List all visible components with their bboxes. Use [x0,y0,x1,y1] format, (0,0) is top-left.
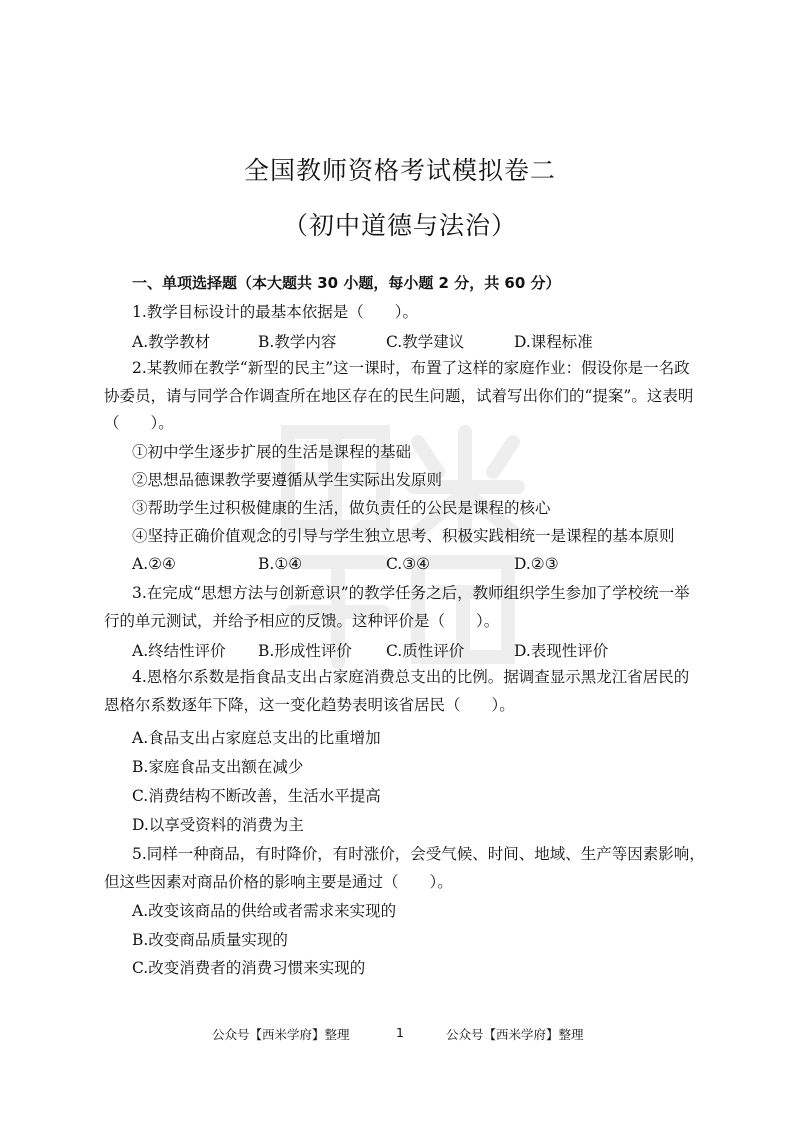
section-heading: 一、单项选择题（本大题共 30 小题，每小题 2 分，共 60 分） [132,274,561,292]
question-3-stem-line-1: 3.在完成“思想方法与创新意识”的教学任务之后，教师组织学生参加了学校统一举 [132,584,690,602]
question-2-option-a: A.②④ [132,555,176,573]
question-2-option-c: C.③④ [386,555,431,573]
question-4-stem-line-1: 4.恩格尔系数是指食品支出占家庭消费总支出的比例。据调查显示黑龙江省居民的 [132,668,690,686]
question-2-option-b: B.①④ [258,555,303,573]
question-3-option-b: B.形成性评价 [258,642,352,660]
question-2-option-d: D.②③ [514,555,559,573]
question-1-option-b: B.教学内容 [258,333,337,351]
question-3-option-a: A.终结性评价 [132,642,226,660]
question-1-stem: 1.教学目标设计的最基本依据是（ ）。 [132,303,419,321]
question-1-option-c: C.教学建议 [386,333,465,351]
question-2-statement-2: ②思想品德课教学要遵循从学生实际出发原则 [132,471,443,489]
question-2-stem-line-2: 协委员，请与同学合作调查所在地区存在的民生问题，试着写出你们的“提案”。这表明 [104,387,694,405]
question-4-option-a: A.食品支出占家庭总支出的比重增加 [132,729,381,747]
question-5-option-a: A.改变该商品的供给或者需求来实现的 [132,902,397,920]
question-5-stem-line-1: 5.同样一种商品，有时降价，有时涨价，会受气候、时间、地域、生产等因素影响， [132,845,705,863]
question-4-stem-line-2: 恩格尔系数逐年下降，这一变化趋势表明该省居民（ ）。 [104,696,515,714]
question-4-option-d: D.以享受资料的消费为主 [132,816,304,834]
question-2-statement-4: ④坚持正确价值观念的引导与学生独立思考、积极实践相统一是课程的基本原则 [132,527,675,545]
footer-right-note: 公众号【西米学府】整理 [446,1027,584,1042]
page-subtitle: （初中道德与法治） [282,211,517,240]
footer-page-number: 1 [396,1025,404,1040]
question-5-option-c: C.改变消费者的消费习惯来实现的 [132,959,366,977]
question-4-option-b: B.家庭食品支出额在减少 [132,758,304,776]
footer-left-note: 公众号【西米学府】整理 [212,1027,350,1042]
question-3-stem-line-2: 行的单元测试，并给予相应的反馈。这种评价是（ ）。 [104,612,500,630]
question-4-option-c: C.消费结构不断改善，生活水平提高 [132,787,381,805]
question-1-option-a: A.教学教材 [132,333,211,351]
question-3-option-d: D.表现性评价 [514,642,609,660]
question-5-option-b: B.改变商品质量实现的 [132,931,288,949]
question-1-option-d: D.课程标准 [514,333,593,351]
question-2-stem-line-3: （ ）。 [104,414,174,432]
page-title: 全国教师资格考试模拟卷二 [243,156,556,185]
question-5-stem-line-2: 但这些因素对商品价格的影响主要是通过（ ）。 [104,873,453,891]
question-2-stem-line-1: 2.某教师在教学“新型的民主”这一课时，布置了这样的家庭作业：假设你是一名政 [132,359,690,377]
question-2-statement-3: ③帮助学生过积极健康的生活，做负责任的公民是课程的核心 [132,499,551,517]
question-2-statement-1: ①初中学生逐步扩展的生活是课程的基础 [132,443,412,461]
question-3-option-c: C.质性评价 [386,642,465,660]
